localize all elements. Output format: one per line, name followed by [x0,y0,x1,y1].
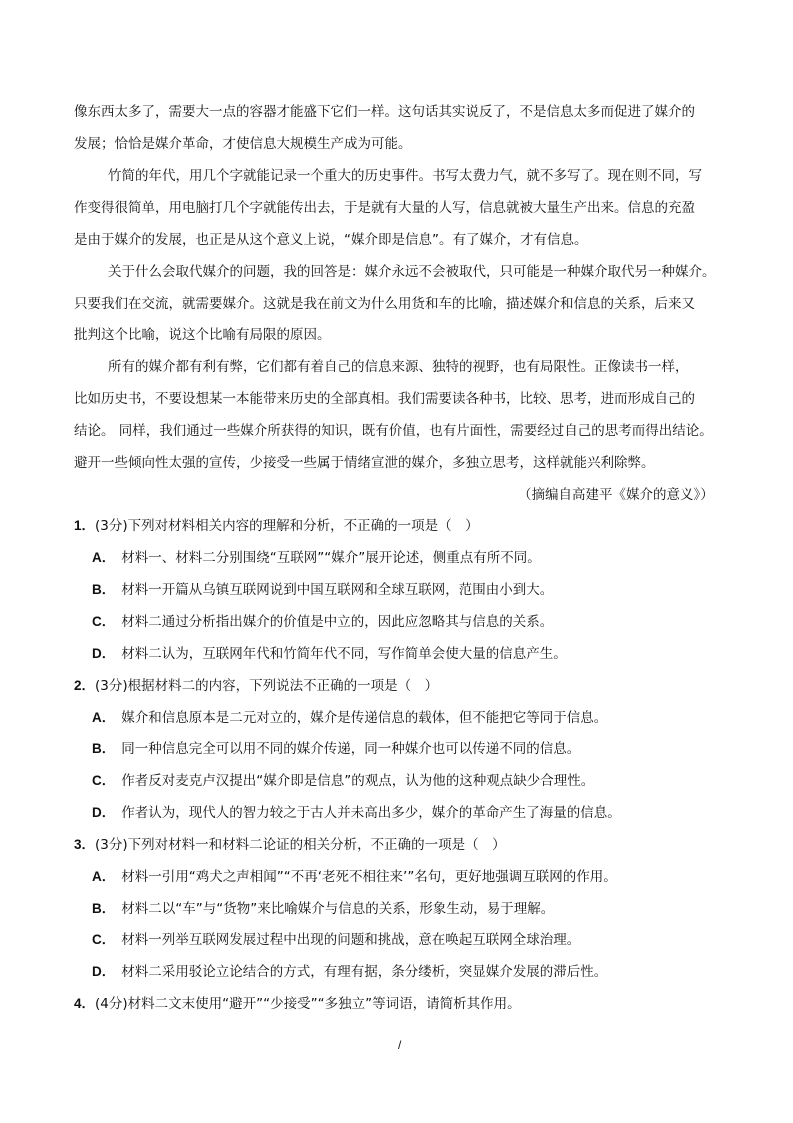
option-letter: B． [92,741,116,756]
question-number: 1． [74,518,96,533]
option-text: 材料二采用驳论立论结合的方式，有理有据，条分缕析，突显媒介发展的滞后性。 [121,964,608,980]
passage-line: 批判这个比喻，说这个比喻有局限的原因。 [74,327,331,343]
option-text: 材料一开篇从乌镇互联网说到中国互联网和全球互联网，范围由小到大。 [121,582,554,598]
question-1 [74,516,479,536]
option-letter: A． [92,869,116,884]
question-2-option-c[interactable] [92,771,594,791]
passage-line: 避开一些倾向性太强的宣传，少接受一些属于情绪宣泄的媒介，多独立思考，这样就能兴利除弊。 [74,455,655,471]
question-1-option-b[interactable] [92,580,553,600]
passage-line: 竹简的年代，用几个字就能记录一个重大的历史事件。书写太费力气，就不多写了。现在则不同，写 [108,168,702,184]
option-text: 媒介和信息原本是二元对立的，媒介是传递信息的载体，但不能把它等同于信息。 [121,710,608,726]
question-3-option-b[interactable] [92,899,554,919]
question-3-option-a[interactable] [92,867,617,887]
option-text: 作者认为，现代人的智力较之于古人并未高出多少，媒介的革命产生了海量的信息。 [121,805,621,821]
option-letter: C． [92,773,116,788]
passage-line: 作变得很简单，用电脑打几个字就能传出去，于是就有大量的人写，信息就被大量生产出来。信息的充盈 [74,200,695,216]
page-number: / [398,1038,402,1052]
option-text: 材料二通过分析指出媒介的价值是中立的，因此应忽略其与信息的关系。 [121,614,554,630]
source-citation: （摘编自高建平《媒介的意义》） [518,487,714,503]
question-number: 2． [74,678,96,693]
option-text: 材料二认为，互联网年代和竹简年代不同，写作简单会使大量的信息产生。 [121,646,567,662]
option-letter: D． [92,646,116,661]
option-letter: D． [92,964,116,979]
passage-line: 发展；恰恰是媒介革命，才使信息大规模生产成为可能。 [74,136,412,152]
question-2 [74,676,438,696]
question-3-option-c[interactable] [92,930,580,950]
question-1-option-c[interactable] [92,612,553,632]
question-stem: (3分)下列对材料一和材料二论证的相关分析，不正确的一项是（ ） [95,837,506,853]
question-3-option-d[interactable] [92,962,607,982]
option-letter: A． [92,550,116,565]
passage-line: 是由于媒介的发展，也正是从这个意义上说，“媒介即是信息”。有了媒介，才有信息。 [74,232,588,248]
option-text: 材料一、材料二分别围绕“互联网”“媒介”展开论述，侧重点有所不同。 [121,550,541,566]
passage-line: 比如历史书，不要设想某一本能带来历史的全部真相。我们需要读各种书，比较、思考，进而形成自己的 [74,391,695,407]
question-number: 4． [74,996,96,1011]
question-3 [74,835,506,855]
option-letter: D． [92,805,116,820]
question-1-option-a[interactable] [92,548,541,568]
option-text: 同一种信息完全可以用不同的媒介传递，同一种媒介也可以传递不同的信息。 [121,741,581,757]
option-text: 材料一列举互联网发展过程中出现的问题和挑战，意在唤起互联网全球治理。 [121,932,581,948]
question-2-option-a[interactable] [92,708,607,728]
option-letter: C． [92,932,116,947]
option-text: 材料一引用“鸡犬之声相闻”“不再‘老死不相往来’”名句，更好地强调互联网的作用。 [121,869,617,885]
option-letter: A． [92,710,116,725]
option-text: 材料二以“车”与“货物”来比喻媒介与信息的关系，形象生动，易于理解。 [121,901,555,917]
option-text: 作者反对麦克卢汉提出“媒介即是信息”的观点，认为他的这种观点缺少合理性。 [121,773,595,789]
passage-line: 所有的媒介都有利有弊，它们都有着自己的信息来源、独特的视野，也有局限性。正像读书一样， [108,359,689,375]
option-letter: B． [92,901,116,916]
question-1-option-d[interactable] [92,644,567,664]
question-stem: (3分)下列对材料相关内容的理解和分析，不正确的一项是（ ） [95,518,479,534]
question-4 [74,994,521,1014]
passage-line: 像东西太多了，需要大一点的容器才能盛下它们一样。这句话其实说反了，不是信息太多而促进了媒介的 [74,104,695,120]
question-stem: (4分)材料二文末使用“避开”“少接受”“多独立”等词语，请简析其作用。 [95,996,521,1012]
question-2-option-b[interactable] [92,739,580,759]
option-letter: C． [92,614,116,629]
question-stem: (3分)根据材料二的内容，下列说法不正确的一项是（ ） [95,678,439,694]
question-number: 3． [74,837,96,852]
passage-line: 只要我们在交流，就需要媒介。这就是我在前文为什么用货和车的比喻，描述媒介和信息的关系，后来又 [74,296,695,312]
passage-line: 关于什么会取代媒介的问题，我的回答是：媒介永远不会被取代，只可能是一种媒介取代另一种媒介。 [108,264,716,280]
option-letter: B． [92,582,116,597]
passage-line: 结论。 同样，我们通过一些媒介所获得的知识，既有价值，也有片面性，需要经过自己的思考而得出结论。 [74,423,713,439]
question-2-option-d[interactable] [92,803,621,823]
